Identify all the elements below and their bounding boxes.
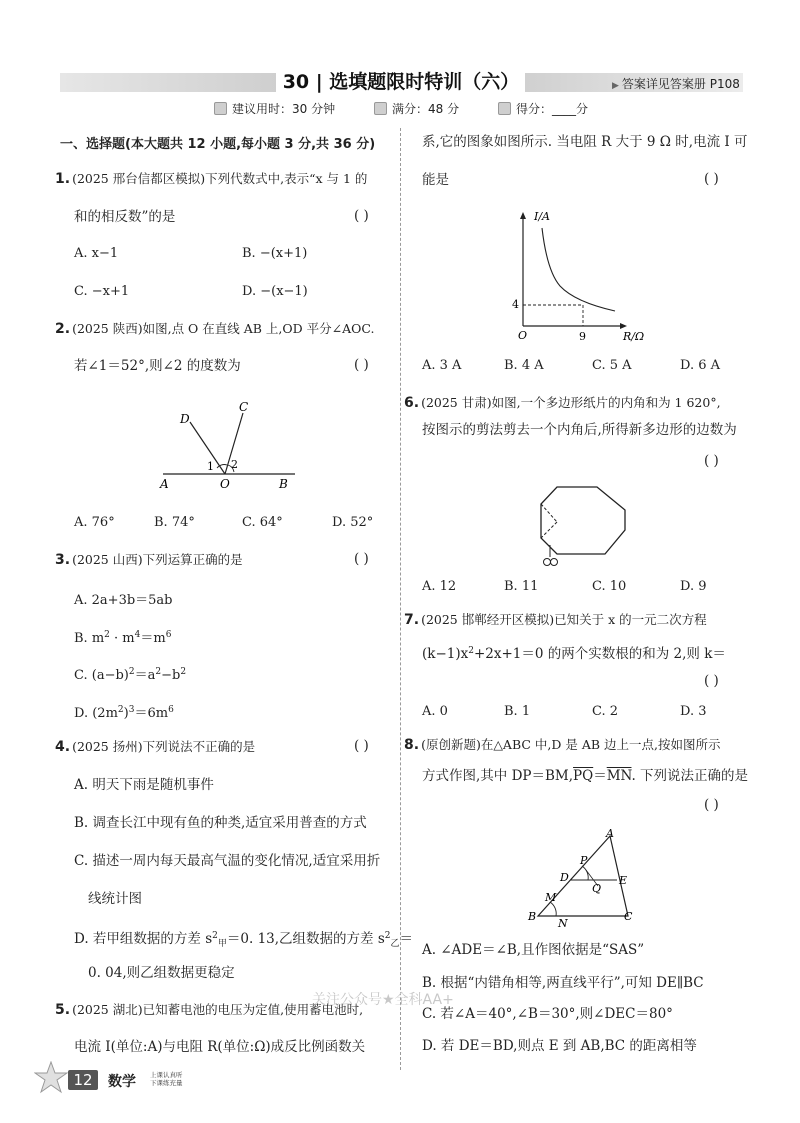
q3-option-c: C. $(a-b)^2=a^2-b^2$ <box>74 667 187 683</box>
label-a: A <box>606 828 614 840</box>
q6-answer-blank: ( ) <box>704 453 719 469</box>
play-arrow-icon: ▶ <box>612 81 619 91</box>
subject-label: 数学 <box>108 1074 136 1090</box>
q6-option-c: C. 10 <box>592 579 627 594</box>
q7-option-b: B. 1 <box>504 704 531 719</box>
q4-option-b: B. 调查长江中现有鱼的种类,适宜采用普查的方式 <box>74 815 367 831</box>
y-tick-label: 4 <box>512 298 519 311</box>
cut-line-top <box>541 504 557 522</box>
q2-answer-blank: ( ) <box>354 357 369 373</box>
label-angle-1: 1 <box>207 460 214 473</box>
label-d: D <box>560 871 569 884</box>
label-angle-2: 2 <box>231 458 238 471</box>
label-c: C <box>624 910 633 923</box>
q1-answer-blank: ( ) <box>354 208 369 224</box>
q5-option-a: A. 3 A <box>422 358 462 373</box>
q8-stem-line2: 方式作图,其中 $DP=BM,\overline{PQ}=\overline{MN}$. 下列说法正确的是 <box>422 768 749 784</box>
label-c: C <box>239 400 249 414</box>
q8-option-d: D. 若 DE＝BD,则点 E 到 AB,BC 的距离相等 <box>422 1038 697 1054</box>
q2-option-c: C. 64° <box>242 515 283 530</box>
label-n: N <box>558 917 568 930</box>
y-axis-label: I/A <box>534 210 550 223</box>
label-b: B <box>279 477 288 491</box>
q3-stem-line1: 3. (2025 山西)下列运算正确的是 <box>55 552 243 568</box>
q7-option-a: A. 0 <box>422 704 448 719</box>
q1-stem-line1: 1. (2025 邢台信都区模拟)下列代数式中,表示“x 与 1 的 <box>55 171 368 187</box>
page-number: 12 <box>68 1070 98 1090</box>
q8-option-b: B. 根据“内错角相等,两直线平行”,可知 DE∥BC <box>422 975 704 991</box>
q1-option-a: A. x−1 <box>74 246 119 261</box>
label-m: M <box>545 891 557 904</box>
q2-stem-line1: 2. (2025 陕西)如图,点 O 在直线 AB 上,OD 平分∠AOC. <box>55 321 375 337</box>
q6-figure <box>527 482 637 574</box>
answer-reference: ▶ 答案详见答案册 P108 <box>612 77 740 91</box>
q7-option-d: D. 3 <box>680 704 707 719</box>
q4-option-c-line1: C. 描述一周内每天最高气温的变化情况,适宜采用折 <box>74 853 381 869</box>
label-e: E <box>619 874 628 887</box>
x-tick-label: 9 <box>579 330 586 343</box>
q5-option-c: C. 5 A <box>592 358 632 373</box>
q5-option-d: D. 6 A <box>680 358 721 373</box>
q2-option-b: B. 74° <box>154 515 195 530</box>
scissors-handle-right <box>551 559 558 566</box>
suggested-time: 建议用时：30 分钟 <box>214 100 335 117</box>
q4-stem-line1: 4. (2025 扬州)下列说法不正确的是 <box>55 739 256 755</box>
star-badge-icon <box>34 1061 68 1095</box>
q6-stem-line1: 6. (2025 甘肃)如图,一个多边形纸片的内角和为 1 620°, <box>404 395 721 411</box>
q5-option-b: B. 4 A <box>504 358 544 373</box>
q1-option-c: C. −x+1 <box>74 284 130 299</box>
q2-option-d: D. 52° <box>332 515 374 530</box>
q3-option-b: B. $m^2 \cdot m^4=m^6$ <box>74 630 172 646</box>
origin-label: O <box>518 329 528 342</box>
q3-answer-blank: ( ) <box>354 551 369 567</box>
q6-option-d: D. 9 <box>680 579 707 594</box>
q8-option-a: A. ∠ADE＝∠B,且作图依据是“SAS” <box>422 942 645 958</box>
q4-option-d-line2: 0. 04,则乙组数据更稳定 <box>88 965 235 981</box>
q5-answer-blank: ( ) <box>704 171 719 187</box>
q3-option-a: A. 2a+3b＝5ab <box>74 593 173 608</box>
q5-stem-line2: 电流 I(单位:A)与电阻 R(单位:Ω)成反比例函数关 <box>74 1039 366 1055</box>
q6-option-b: B. 11 <box>504 579 539 594</box>
q2-figure <box>155 395 305 495</box>
q4-option-a: A. 明天下雨是随机事件 <box>74 777 214 793</box>
x-axis-label: R/Ω <box>623 330 645 343</box>
label-p: P <box>580 854 588 867</box>
q8-figure <box>520 828 640 932</box>
q6-option-a: A. 12 <box>422 579 457 594</box>
full-score: 满分：48 分 <box>374 100 459 117</box>
q7-stem-line1: 7. (2025 邯郸经开区模拟)已知关于 x 的一元二次方程 <box>404 612 707 628</box>
q1-option-d: D. −(x−1) <box>242 284 308 299</box>
q7-answer-blank: ( ) <box>704 673 719 689</box>
footer-slogan: 上课认真听 下课练充量 <box>150 1071 183 1087</box>
label-a: A <box>160 477 169 491</box>
q3-option-d: D. $(2m^2)^3=6m^6$ <box>74 705 174 721</box>
q8-answer-blank: ( ) <box>704 797 719 813</box>
scissors-handle-left <box>544 559 551 566</box>
pencil-icon <box>498 102 511 115</box>
q7-stem-line2: $(k-1)x^2+2x+1=0$ 的两个实数根的和为 2,则 k＝ <box>422 646 726 662</box>
label-o: O <box>220 477 230 491</box>
score-icon <box>374 102 387 115</box>
q2-stem-line2: 若∠1＝52°,则∠2 的度数为 <box>74 358 241 374</box>
y-axis-arrow <box>520 212 526 219</box>
q5-stem-line4: 能是 <box>422 172 449 188</box>
inverse-curve <box>542 228 615 311</box>
q8-stem-line1: 8. (原创新题)在△ABC 中,D 是 AB 边上一点,按如图所示 <box>404 737 721 753</box>
q6-stem-line2: 按图示的剪法剪去一个内角后,所得新多边形的边数为 <box>422 422 737 438</box>
q5-figure <box>505 206 655 346</box>
q1-stem-line2: 和的相反数”的是 <box>74 209 176 225</box>
score-field: 得分：____分 <box>498 100 588 117</box>
q4-option-d-line1: D. 若甲组数据的方差 $s^2_甲=0$. 13,乙组数据的方差 $s^2_乙=$ <box>74 931 414 949</box>
cut-line-bottom <box>541 522 557 538</box>
arc-mn <box>550 902 556 916</box>
q1-option-b: B. −(x+1) <box>242 246 308 261</box>
watermark: 关注公众号★全科AA+ <box>312 992 454 1008</box>
polygon <box>541 487 625 554</box>
clock-icon <box>214 102 227 115</box>
q5-stem-line3: 系,它的图象如图所示. 当电阻 R 大于 9 Ω 时,电流 I 可 <box>422 134 748 150</box>
x-axis-arrow <box>620 323 627 329</box>
q4-answer-blank: ( ) <box>354 738 369 754</box>
label-q: Q <box>592 882 602 895</box>
q4-option-c-line2: 线统计图 <box>88 891 142 907</box>
q5-stem-line1: 5. (2025 湖北)已知蓄电池的电压为定值,使用蓄电池时, <box>55 1002 364 1018</box>
arc-pq <box>582 866 588 880</box>
title-bar-left <box>60 73 276 92</box>
q2-option-a: A. 76° <box>74 515 115 530</box>
section-heading: 一、选择题(本大题共 12 小题,每小题 3 分,共 36 分) <box>60 137 376 152</box>
triangle-abc <box>538 836 628 916</box>
label-d: D <box>180 412 190 426</box>
page-title: 30 | 选填题限时特训（六） <box>282 71 520 93</box>
q7-option-c: C. 2 <box>592 704 619 719</box>
q8-option-c: C. 若∠A＝40°,∠B＝30°,则∠DEC＝80° <box>422 1006 673 1022</box>
label-b: B <box>528 910 537 923</box>
